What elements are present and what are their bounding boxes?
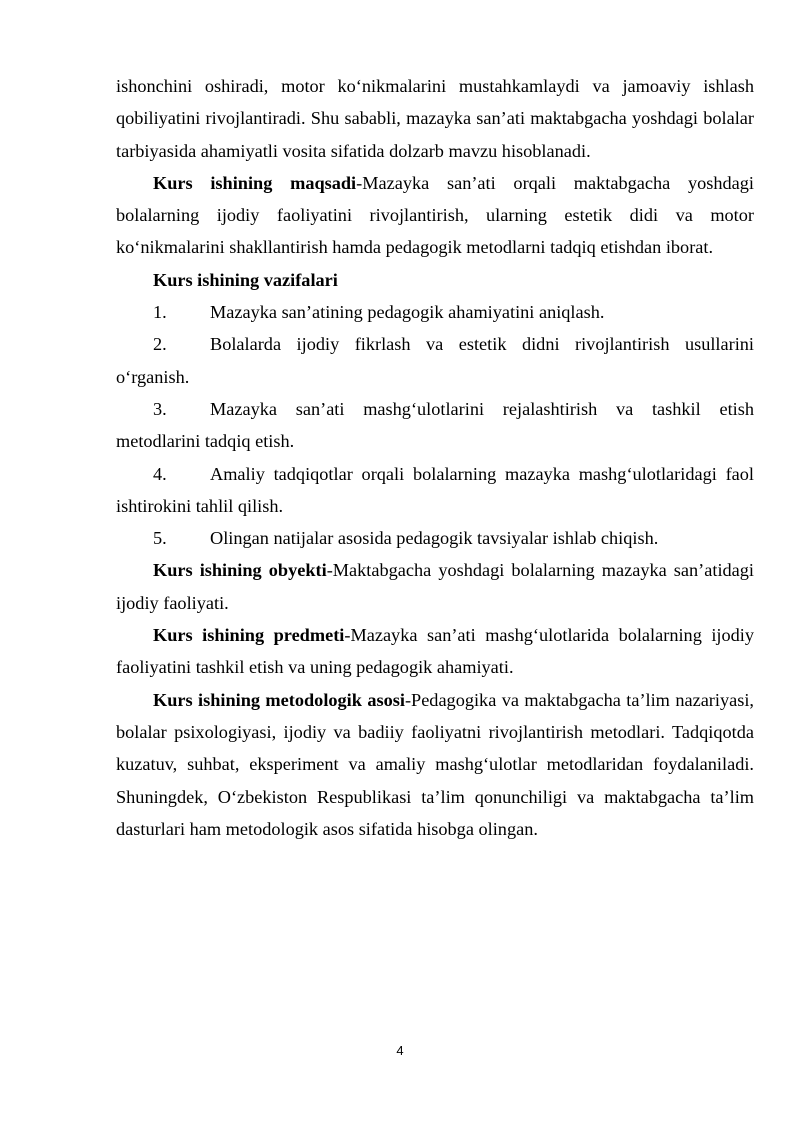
task-number: 3. — [153, 398, 167, 419]
goal-paragraph — [116, 167, 754, 264]
task-item-1 — [116, 296, 754, 328]
task-number: 2. — [153, 334, 167, 355]
object-text: -Maktabgacha yoshdagi bolalarning mazayka san’atidagi ijodiy faoliyati. — [116, 560, 755, 613]
task-number: 4. — [153, 463, 167, 484]
task-item-5 — [116, 522, 754, 554]
task-item-2 — [116, 328, 754, 393]
methodology-heading: Kurs ishining metodologik asosi — [153, 689, 405, 710]
task-text: Olingan natijalar asosida pedagogik tavsiyalar ishlab chiqish. — [210, 528, 659, 549]
methodology-paragraph — [116, 684, 754, 845]
tasks-heading: Kurs ishining vazifalari — [153, 269, 338, 290]
methodology-text: -Pedagogika va maktabgacha ta’lim nazariyasi, bolalar psixologiyasi, ijodiy va badiiy faoliyatni rivojlantirish metodlari. Tadqiqotda kuzatuv, suhbat, eksperiment va amaliy mashg‘ulotlar metodlaridan foydalaniladi. Shuningdek, O‘zbekiston Respublikasi ta’lim qonunchiligi va maktabgacha ta’lim dasturlari ham metodologik asos sifatida hisobga olingan. — [116, 689, 754, 839]
object-heading: Kurs ishining obyekti — [153, 560, 327, 581]
subject-text: -Mazayka san’ati mashg‘ulotlarida bolalarning ijodiy faoliyatini tashkil etish va uning pedagogik ahamiyati. — [116, 625, 754, 678]
goal-heading: Kurs ishining maqsadi — [153, 172, 357, 193]
page-number: 4 — [396, 1043, 404, 1058]
task-item-4 — [116, 458, 754, 523]
task-text: Amaliy tadqiqotlar orqali bolalarning mazayka mashg‘ulotlaridagi faol ishtirokini tahlil qilish. — [116, 463, 754, 516]
task-text: Bolalarda ijodiy fikrlash va estetik didni rivojlantirish usullarini o‘rganish. — [116, 334, 754, 387]
task-text: Mazayka san’atining pedagogik ahamiyatini aniqlash. — [210, 302, 605, 323]
subject-paragraph — [116, 619, 754, 684]
intro-paragraph: ishonchini oshiradi, motor ko‘nikmalarini mustahkamlaydi va jamoaviy ishlash qobiliyatini rivojlantiradi. Shu sababli, mazayka san’ati maktabgacha yoshdagi bolalar tarbiyasida ahamiyatli vosita sifatida dolzarb mavzu hisoblanadi. — [116, 76, 754, 161]
goal-text: -Mazayka san’ati orqali maktabgacha yoshdagi bolalarning ijodiy faoliyatini rivojlantirish, ularning estetik didi va motor ko‘nikmalarini shakllantirish hamda pedagogik metodlarni tadqiq etishdan iborat. — [116, 172, 754, 258]
task-text: Mazayka san’ati mashg‘ulotlarini rejalashtirish va tashkil etish metodlarini tadqiq etish. — [116, 398, 754, 452]
task-number: 1. — [153, 302, 167, 323]
task-number: 5. — [153, 528, 167, 549]
subject-heading: Kurs ishining predmeti — [153, 625, 345, 646]
document-page — [116, 70, 754, 845]
task-item-3 — [116, 393, 754, 458]
object-paragraph — [116, 554, 754, 619]
